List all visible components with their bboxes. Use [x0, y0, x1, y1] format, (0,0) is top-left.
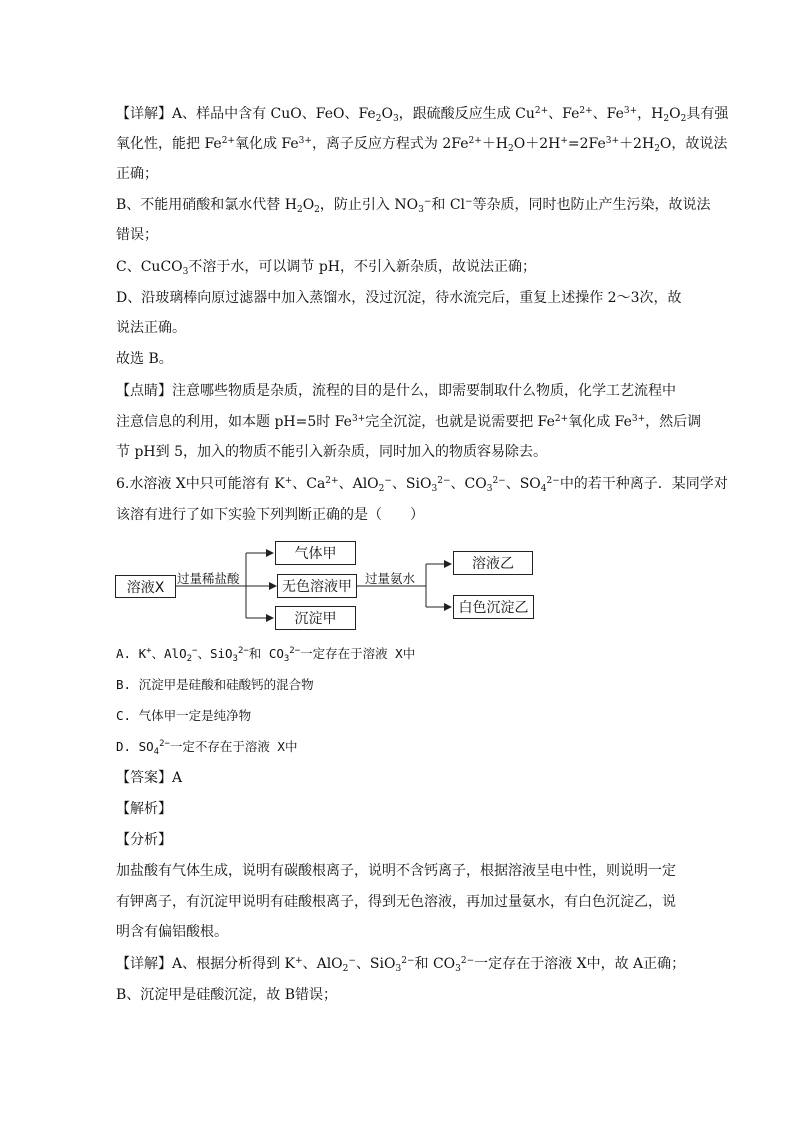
detail-a-line-3: 正确；	[116, 166, 158, 182]
option-d: D. $SO_4^{2-}$一定不存在于溶液 X中	[116, 739, 298, 757]
fenxi-heading: 【分析】	[116, 832, 172, 848]
option-c: C. 气体甲一定是纯净物	[116, 708, 252, 723]
box-precipitate-a: 沉淀甲	[275, 606, 356, 630]
box-colorless-solution: 无色溶液甲	[277, 574, 357, 598]
detail-a-line-1: 【详解】A、样品中含有 CuO、FeO、$Fe_2O_3$，跟硫酸反应生成 $Cu^{2+}$、$Fe^{2+}$、$Fe^{3+}$，$H_2O_2$具有强	[116, 106, 729, 124]
option-b: B. 沉淀甲是硅酸和硅酸钙的混合物	[116, 677, 314, 692]
detail-a-line-2: 氧化性，能把 $Fe^{2+}$氧化成 $Fe^{3+}$，离子反应方程式为 $2Fe^{2+}+H_2O+2H^+=2Fe^{3+}+2H_2O$，故说法	[116, 136, 728, 154]
detail2-b: B、沉淀甲是硅酸沉淀，故 B错误；	[116, 987, 338, 1003]
question-6-line-2: 该溶有进行了如下实验下列判断正确的是（ ）	[116, 507, 424, 523]
label-excess-hcl: 过量稀盐酸	[177, 571, 240, 586]
answer-heading: 【答案】A	[116, 770, 183, 786]
fenxi-line-2: 有钾离子，有沉淀甲说明有硅酸根离子，得到无色溶液，再加过量氨水，有白色沉淀乙，说	[116, 894, 676, 910]
label-excess-ammonia: 过量氨水	[365, 571, 416, 586]
fenxi-line-3: 明含有偏铝酸根。	[116, 924, 228, 940]
box-solution-b: 溶液乙	[453, 551, 533, 575]
tip-line-2: 注意信息的利用，如本题 pH=5时 $Fe^{3+}$完全沉淀，也就是说需要把 $Fe^{2+}$氧化成 $Fe^{3+}$，然后调	[116, 414, 702, 430]
tip-line-3: 节 pH到 5，加入的物质不能引入新杂质，同时加入的物质容易除去。	[116, 444, 547, 460]
box-gas-a: 气体甲	[275, 541, 356, 565]
detail-b-line-2: 错误；	[116, 227, 158, 243]
question-6-line-1: 6.水溶液 X中只可能溶有 K+、$Ca^{2+}$、AlO$_2$−、SiO$_3^{2-}$、$CO_3^{2-}$、$SO_4^{2-}$中的若干种离子．某同学对	[116, 476, 728, 494]
detail-b-line-1: B、不能用硝酸和氯水代替 $H_2O_2$，防止引入 $NO_3^-$和 Cl−等杂质，同时也防止产生污染，故说法	[116, 197, 711, 215]
box-solution-x: 溶液X	[115, 575, 176, 598]
analysis-heading: 【解析】	[116, 801, 172, 817]
tip-line-1: 【点睛】注意哪些物质是杂质，流程的目的是什么，即需要制取什么物质，化学工艺流程中	[116, 383, 676, 399]
choose-answer: 故选 B。	[116, 351, 173, 367]
detail2-a: 【详解】A、根据分析得到 K+、AlO$_2$−、SiO$_3^{2-}$和 $CO_3^{2-}$一定存在于溶液 X中，故 A正确；	[116, 956, 686, 974]
fenxi-line-1: 加盐酸有气体生成，说明有碳酸根离子，说明不含钙离子，根据溶液呈电中性，则说明一定	[116, 863, 676, 879]
option-a: A. K+、AlO$_2$−、SiO$_3^{2-}$和 $CO_3^{2-}$一定存在于溶液 X中	[116, 646, 416, 664]
detail-c-line: C、CuCO$_3$不溶于水，可以调节 pH，不引入新杂质，故说法正确；	[116, 259, 536, 277]
detail-d-line-2: 说法正确。	[116, 320, 186, 336]
box-white-precipitate: 白色沉淀乙	[453, 595, 534, 619]
detail-d-line-1: D、沿玻璃棒向原过滤器中加入蒸馏水，没过沉淀，待水流完后，重复上述操作 2～3次，故	[116, 290, 682, 306]
